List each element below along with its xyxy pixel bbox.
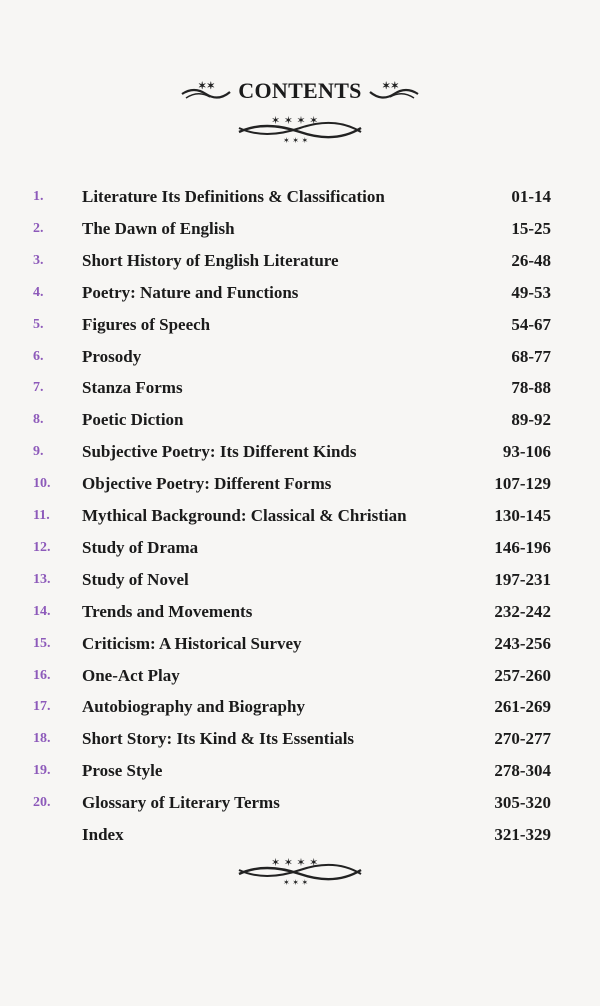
chapter-number: 3. — [33, 252, 44, 268]
page-range: 26-48 — [511, 250, 551, 270]
toc-entry — [0, 602, 600, 626]
chapter-title: Criticism: A Historical Survey — [82, 633, 302, 653]
toc-entry — [0, 410, 600, 434]
chapter-number: 8. — [33, 412, 44, 428]
page-range: 278-304 — [494, 761, 551, 781]
chapter-number: 12. — [33, 539, 51, 555]
ornament-right-icon — [368, 80, 420, 102]
chapter-number: 1. — [33, 189, 44, 204]
page-range: 89-92 — [511, 410, 551, 430]
toc-entry — [0, 666, 600, 690]
svg-text:✶✶: ✶✶ — [381, 81, 400, 92]
page-range: 78-88 — [511, 378, 551, 398]
toc-entry — [0, 347, 600, 371]
chapter-number: 14. — [33, 603, 51, 619]
chapter-number: 10. — [33, 476, 51, 492]
toc-entry — [0, 570, 600, 594]
contents-header — [0, 78, 600, 106]
page-range: 257-260 — [494, 665, 551, 685]
chapter-number: 16. — [33, 667, 51, 683]
chapter-title: Objective Poetry: Different Forms — [82, 474, 332, 494]
page-range: 68-77 — [511, 346, 551, 366]
page-range: 270-277 — [494, 729, 551, 749]
toc-entry — [0, 793, 600, 817]
chapter-title: Prose Style — [82, 761, 163, 781]
chapter-title: Short History of English Literature — [82, 250, 339, 270]
page-range: 107-129 — [494, 474, 551, 494]
chapter-number: 20. — [33, 795, 51, 811]
page-range: 01-14 — [511, 187, 551, 206]
chapter-title: Short Story: Its Kind & Its Essentials — [82, 729, 355, 749]
toc-entry — [0, 442, 600, 466]
toc-entry — [0, 251, 600, 275]
chapter-title: Glossary of Literary Terms — [82, 793, 280, 813]
svg-text:✶ ✶ ✶: ✶ ✶ ✶ — [283, 878, 309, 886]
chapter-title: Stanza Forms — [82, 378, 183, 398]
chapter-number: 9. — [33, 444, 44, 460]
chapter-number: 17. — [33, 699, 51, 715]
chapter-number: 11. — [33, 508, 50, 523]
toc-entry — [0, 729, 600, 753]
page-range: 146-196 — [494, 537, 551, 557]
toc-entry — [0, 634, 600, 658]
chapter-title: Study of Drama — [82, 537, 199, 557]
chapter-number: 6. — [33, 348, 44, 364]
svg-text:✶✶: ✶✶ — [198, 81, 216, 92]
toc-entry — [0, 187, 600, 211]
chapter-number: 2. — [33, 220, 44, 236]
chapter-title: Mythical Background: Classical & Christian — [82, 506, 407, 525]
chapter-number: 4. — [33, 284, 44, 300]
toc-entry — [0, 538, 600, 562]
chapter-title: Study of Novel — [82, 569, 189, 589]
chapter-title: Literature Its Definitions & Classification — [82, 187, 385, 206]
toc-entry — [0, 378, 600, 402]
chapter-title: Subjective Poetry: Its Different Kinds — [82, 442, 357, 462]
chapter-title: Poetry: Nature and Functions — [82, 282, 299, 302]
svg-text:✶ ✶ ✶ ✶: ✶ ✶ ✶ ✶ — [271, 114, 319, 127]
chapter-title: The Dawn of English — [82, 218, 235, 238]
chapter-number: 18. — [33, 731, 51, 747]
svg-text:✶ ✶ ✶ ✶: ✶ ✶ ✶ ✶ — [271, 856, 319, 869]
chapter-title: One-Act Play — [82, 665, 180, 685]
page-range: 54-67 — [511, 314, 551, 334]
toc-entry — [0, 506, 600, 530]
page-range: 232-242 — [494, 601, 551, 621]
chapter-title: Prosody — [82, 346, 142, 366]
chapter-number: 13. — [33, 571, 51, 587]
chapter-number: 7. — [33, 380, 44, 396]
toc-entry — [0, 219, 600, 243]
ornament-top-divider-icon — [0, 114, 600, 148]
ornament-left-icon — [180, 80, 232, 102]
page-range: 243-256 — [494, 633, 551, 653]
toc-entry — [0, 825, 600, 849]
svg-text:✶ ✶ ✶: ✶ ✶ ✶ — [283, 136, 309, 144]
page-range: 49-53 — [511, 282, 551, 302]
chapter-title: Figures of Speech — [82, 314, 211, 334]
page-title: CONTENTS — [238, 78, 362, 103]
page-range: 321-329 — [494, 825, 551, 844]
chapter-title: Index — [82, 825, 124, 844]
chapter-title: Trends and Movements — [82, 601, 253, 621]
toc-entry — [0, 697, 600, 721]
chapter-title: Poetic Diction — [82, 410, 184, 430]
toc-entry — [0, 283, 600, 307]
page-range: 93-106 — [502, 442, 551, 462]
page-range: 197-231 — [494, 569, 551, 589]
chapter-number: 5. — [33, 316, 44, 332]
chapter-title: Autobiography and Biography — [82, 697, 305, 717]
toc-entry — [0, 474, 600, 498]
chapter-number: 15. — [33, 635, 51, 651]
page-range: 15-25 — [511, 218, 551, 238]
page-range: 130-145 — [494, 506, 551, 525]
page-range: 261-269 — [494, 697, 551, 717]
page-range: 305-320 — [494, 793, 551, 813]
chapter-number: 19. — [33, 763, 51, 779]
toc-entry — [0, 761, 600, 785]
ornament-bottom-divider-icon — [0, 856, 600, 890]
toc-entry — [0, 315, 600, 339]
